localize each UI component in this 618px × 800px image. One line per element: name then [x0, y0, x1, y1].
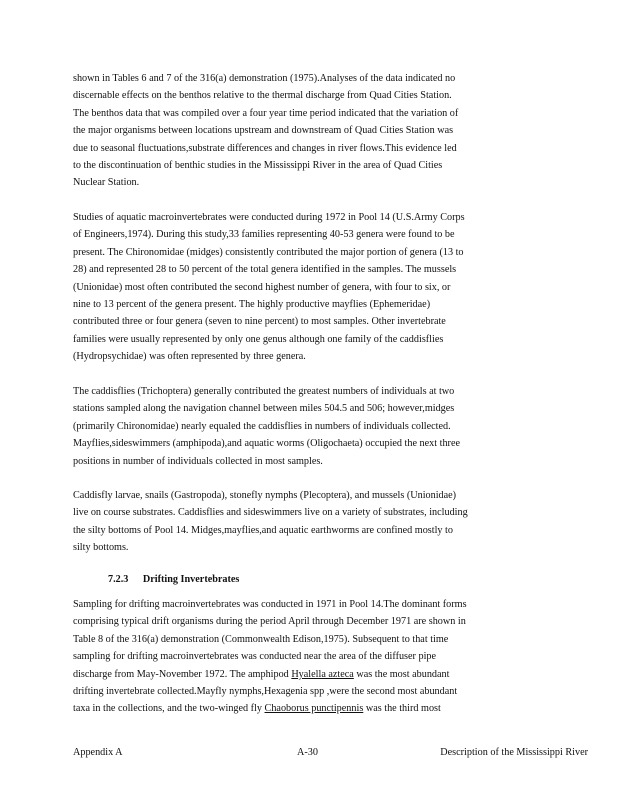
text-line: comprising typical drift organisms during the period April through December 1971 are shown in: [73, 616, 466, 628]
text-line: Nuclear Station.: [73, 177, 140, 189]
text-line: positions in number of individuals collected in most samples.: [73, 455, 323, 467]
text-line: families were usually represented by only one genus although one family of the caddisflies: [73, 333, 444, 345]
page-number: A-30: [297, 747, 318, 758]
text-line: [73, 700, 533, 717]
text-line: Caddisfly larvae, snails (Gastropoda), stonefly nymphs (Plecoptera), and mussels (Unionidae): [73, 490, 457, 501]
text-line: of Engineers,1974). During this study,33 families representing 40-53 genera were found to be: [73, 229, 455, 241]
text-line: Sampling for drifting macroinvertebrates was conducted in 1971 in Pool 14.The dominant forms: [73, 599, 467, 610]
paragraph-caddisflies: [73, 383, 533, 470]
paragraph-drifting-invertebrates: [73, 596, 533, 718]
text-line: Mayflies,sideswimmers (amphipoda),and aquatic worms (Oligochaeta) occupied the next three: [73, 438, 460, 450]
text-line: to the discontinuation of benthic studies in the Mississippi River in the area of Quad Cities: [73, 160, 443, 172]
text-line: The caddisflies (Trichoptera) generally contributed the greatest numbers of individuals at two: [73, 386, 455, 397]
paragraph-macroinvertebrate-studies: [73, 209, 533, 366]
text-line: due to seasonal fluctuations,substrate differences and changes in river flows.This evidence led: [73, 142, 457, 154]
species-name-hyalella: Hyalella azteca: [291, 668, 354, 680]
section-title: Drifting Invertebrates: [142, 574, 240, 585]
text-line: stations sampled along the navigation channel between miles 504.5 and 506; however,midges: [73, 403, 455, 415]
text-line: The benthos data that was compiled over a four year time period indicated that the variation of: [73, 107, 459, 119]
text-line: live on course substrates. Caddisflies and sideswimmers live on a variety of substrates, including: [73, 507, 468, 519]
paragraph-substrates: [73, 487, 533, 557]
footer-appendix: Appendix A: [73, 747, 123, 758]
text-line: drifting invertebrate collected.Mayfly nymphs,Hexagenia spp ,were the second most abundant: [73, 686, 458, 698]
text-line: (Hydropsychidae) was often represented by three genera.: [73, 351, 306, 363]
text-fragment: was the third most: [365, 703, 441, 715]
text-line: Table 8 of the 316(a) demonstration (Commonwealth Edison,1975). Subsequent to that time: [73, 633, 449, 645]
text-line: the silty bottoms of Pool 14. Midges,mayflies,and aquatic earthworms are confined mostly to: [73, 524, 453, 536]
text-line: present. The Chironomidae (midges) consistently contributed the major portion of genera (13 to: [73, 246, 464, 258]
text-line: (primarily Chironomidae) nearly equaled the caddisflies in numbers of individuals collected.: [73, 420, 451, 432]
paragraph-benthos-analysis: [73, 70, 533, 192]
text-line: Studies of aquatic macroinvertebrates were conducted during 1972 in Pool 14 (U.S.Army Corps: [73, 212, 465, 223]
text-line: [73, 666, 533, 683]
text-line: 28) and represented 28 to 50 percent of the total genera identified in the samples. The mussels: [73, 264, 457, 276]
text-line: (Unionidae) most often contributed the second highest number of genera, with four to six, or: [73, 281, 451, 293]
section-number: 7.2.3: [108, 574, 129, 585]
text-fragment: taxa in the collections, and the two-winged fly: [73, 703, 262, 715]
text-line: nine to 13 percent of the genera present. The highly productive mayflies (Ephemeridae): [73, 299, 431, 311]
text-fragment: was the most abundant: [356, 668, 450, 680]
text-line: shown in Tables 6 and 7 of the 316(a) demonstration (1975).Analyses of the data indicated no: [73, 73, 456, 84]
text-line: discernable effects on the benthos relative to the thermal discharge from Quad Cities Station.: [73, 90, 452, 102]
footer-section-title: Description of the Mississippi River: [440, 747, 588, 758]
text-line: contributed three or four genera (seven to nine percent) to most samples. Other invertebrate: [73, 316, 446, 328]
text-fragment: discharge from May-November 1972. The amphipod: [73, 668, 289, 680]
text-line: silty bottoms.: [73, 542, 129, 554]
section-heading: [108, 574, 251, 585]
species-name-chaoborus: Chaoborus punctipennis: [264, 703, 364, 715]
text-line: the major organisms between locations upstream and downstream of Quad Cities Station was: [73, 125, 454, 137]
text-line: sampling for drifting macroinvertebrates was conducted near the area of the diffuser pipe: [73, 651, 437, 663]
